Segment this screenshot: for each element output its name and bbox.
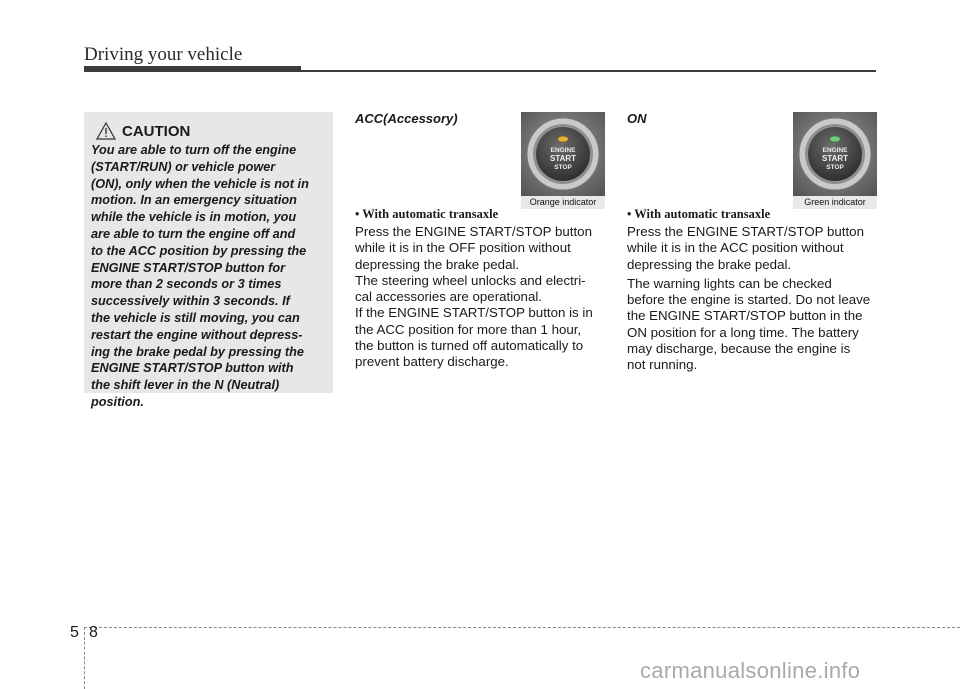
caution-text: [91, 142, 326, 411]
caution-line: successively within 3 seconds. If: [91, 294, 290, 309]
caution-line: restart the engine without depress-: [91, 327, 303, 342]
acc-image-caption: Orange indicator: [521, 196, 605, 209]
footer-vertical-divider: [84, 627, 85, 689]
on-line: not running.: [627, 357, 698, 373]
indicator-light: [830, 136, 840, 141]
on-button-image: [793, 112, 877, 209]
on-button-photo: [793, 112, 877, 196]
acc-line: The steering wheel unlocks and electri-: [355, 272, 586, 288]
header-rule-thin: [301, 70, 876, 72]
acc-line: depressing the brake pedal.: [355, 256, 520, 272]
caution-title: CAUTION: [122, 122, 191, 140]
caution-line: to the ACC position by pressing the: [91, 243, 307, 258]
caution-line: ENGINE START/STOP button with: [91, 361, 294, 376]
acc-line: the button is turned off automatically to: [355, 338, 584, 354]
acc-button-photo: [521, 112, 605, 196]
caution-line: motion. In an emergency situation: [91, 193, 297, 208]
header-rule-thick: [84, 66, 301, 72]
acc-body-text: [355, 224, 604, 371]
on-paragraph: [627, 276, 876, 374]
on-line: depressing the brake pedal.: [627, 256, 792, 272]
caution-line: ing the brake pedal by pressing the: [91, 344, 304, 359]
acc-line: cal accessories are operational.: [355, 289, 542, 305]
acc-line: the ACC position for more than 1 hour,: [355, 321, 582, 337]
caution-header: [96, 122, 326, 140]
on-bullet: • With automatic transaxle: [627, 207, 771, 221]
on-line: Press the ENGINE START/STOP button: [627, 224, 864, 239]
page-number: 8: [89, 624, 98, 641]
caution-line: are able to turn the engine off and: [91, 226, 296, 241]
caution-line: You are able to turn off the engine: [91, 143, 297, 157]
on-line: while it is in the ACC position without: [627, 240, 844, 256]
on-line: may discharge, because the engine is: [627, 341, 851, 357]
button-text-line: START: [549, 154, 577, 163]
indicator-light: [558, 136, 568, 141]
button-text-line: START: [821, 154, 849, 163]
footer-divider: [84, 627, 960, 628]
caution-line: the shift lever in the N (Neutral): [91, 378, 280, 393]
caution-line: ENGINE START/STOP button for: [91, 260, 286, 275]
caution-line: (START/RUN) or vehicle power: [91, 159, 276, 174]
acc-line: Press the ENGINE START/STOP button: [355, 224, 592, 239]
button-text-line: STOP: [554, 164, 572, 171]
acc-button-image: [521, 112, 605, 209]
on-line: The warning lights can be checked: [627, 275, 832, 291]
watermark-text: carmanualsonline.info: [640, 658, 861, 683]
caution-line: position.: [91, 394, 144, 409]
acc-line: If the ENGINE START/STOP button is in: [355, 305, 593, 321]
caution-line: the vehicle is still moving, you can: [91, 310, 300, 325]
on-line: the ENGINE START/STOP button in the: [627, 308, 863, 324]
acc-line: while it is in the OFF position without: [355, 240, 571, 256]
caution-box: [84, 112, 333, 409]
page-header-title: Driving your vehicle: [84, 44, 243, 65]
acc-line: prevent battery discharge.: [355, 354, 509, 370]
on-line: ON position for a long time. The battery: [627, 324, 859, 340]
button-text-line: STOP: [826, 164, 844, 171]
warning-triangle-icon: [96, 122, 116, 140]
on-section-title: ON: [627, 111, 647, 126]
chapter-number: 5: [70, 624, 79, 641]
button-text-line: ENGINE: [550, 147, 576, 154]
on-body-text: [627, 224, 876, 374]
on-image-caption: Green indicator: [793, 196, 877, 209]
caution-line: more than 2 seconds or 3 times: [91, 277, 282, 292]
on-line: before the engine is started. Do not leave: [627, 292, 871, 308]
acc-section-title: ACC(Accessory): [355, 111, 458, 126]
acc-bullet: • With automatic transaxle: [355, 207, 499, 221]
caution-line: while the vehicle is in motion, you: [91, 210, 297, 225]
button-text-line: ENGINE: [822, 147, 848, 154]
caution-line: (ON), only when the vehicle is not in: [91, 176, 309, 191]
on-paragraph: [627, 224, 876, 273]
